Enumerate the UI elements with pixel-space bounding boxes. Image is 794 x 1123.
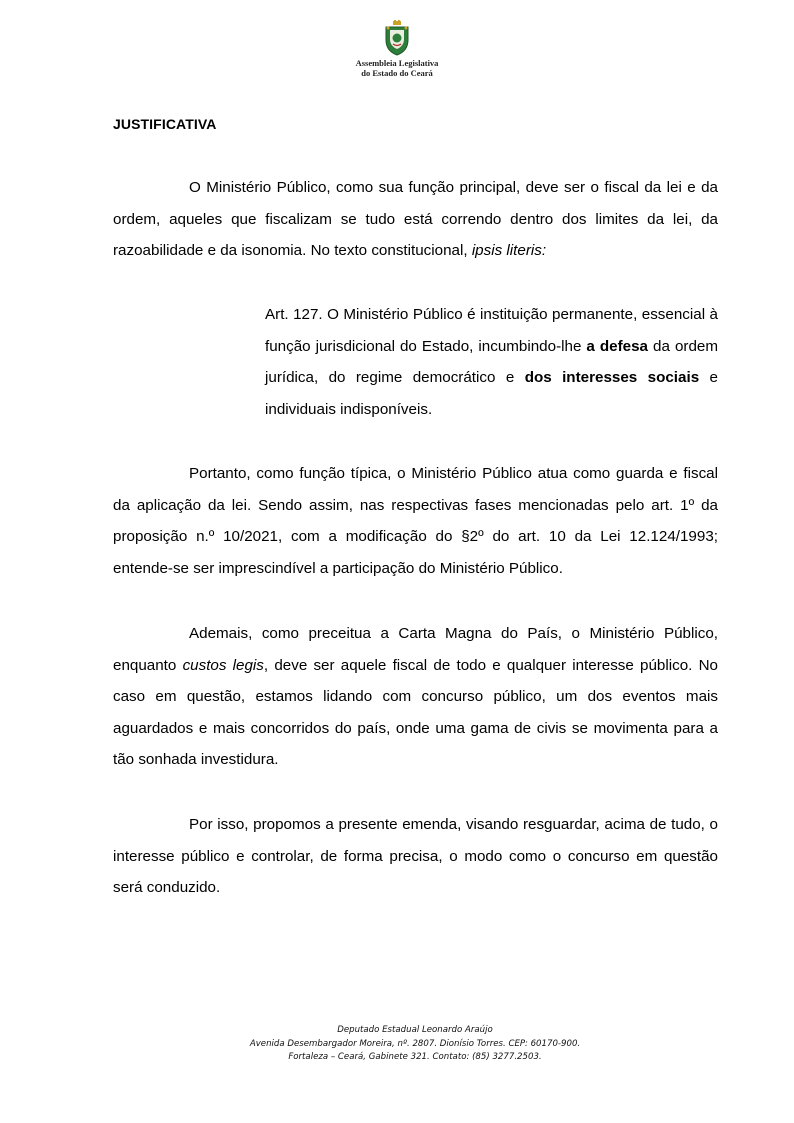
quote-bold-2: dos interesses sociais	[524, 369, 700, 387]
paragraph-3	[113, 618, 718, 776]
letterhead	[0, 20, 794, 78]
footer-line2: Avenida Desembargador Moreira, nº. 2807. Dionísio Torres. CEP: 60170-900.	[249, 1038, 581, 1049]
paragraph-2: Portanto, como função típica, o Ministério Público atua como guarda e fiscal da aplicação da lei. Sendo assim, nas respectivas fases mencionadas pelo art. 1º da proposição n.º 10/2021, com a modificação do §2º do art. 10 da Lei 12.124/1993; entende-se ser imprescindível a participação do Ministério Público.	[113, 465, 718, 577]
footer-line3: Fortaleza – Ceará, Gabinete 321. Contato: (85) 3277.2503.	[288, 1052, 542, 1062]
quote-text-3: e individuais indisponíveis.	[265, 369, 719, 418]
org-name-line2: do Estado do Ceará	[361, 68, 433, 78]
paragraph-3-text-1: Ademais, como preceitua a Carta Magna do País, o Ministério Público, enquanto	[113, 625, 718, 674]
state-coat-of-arms-icon	[382, 20, 412, 56]
paragraph-3-italic: custos legis	[182, 656, 264, 674]
paragraph-1-text: O Ministério Público, como sua função principal, deve ser o fiscal da lei e da ordem, aqueles que fiscalizam se tudo está correndo dentro dos limites da lei, da razoabilidade e da isonomia. No texto constitucional,	[113, 179, 718, 260]
org-name-line1: Assembleia Legislativa	[355, 58, 439, 68]
quote-text-2: da ordem jurídica, do regime democrático e	[265, 337, 718, 387]
paragraph-3-text-2: , deve ser aquele fiscal de todo e qualquer interesse público. No caso em questão, estamos lidando com concurso público, um dos eventos mais aguardados e mais concorridos do país, onde uma gama de civis se movimenta para a tão sonhada investidura.	[113, 656, 718, 769]
paragraph-1	[113, 172, 718, 267]
footer-line1: Deputado Estadual Leonardo Araújo	[337, 1025, 493, 1035]
constitution-quote	[265, 299, 718, 425]
paragraph-1-italic: ipsis literis:	[471, 242, 547, 260]
section-title: JUSTIFICATIVA	[113, 116, 217, 132]
page-footer	[0, 1024, 794, 1065]
quote-bold-1: a defesa	[586, 337, 649, 355]
quote-text-1: Art. 127. O Ministério Público é instituição permanente, essencial à função jurisdicional do Estado, incumbindo-lhe	[265, 306, 718, 355]
paragraph-4: Por isso, propomos a presente emenda, visando resguardar, acima de tudo, o interesse público e controlar, de forma precisa, o modo como o concurso em questão será conduzido.	[113, 816, 718, 897]
